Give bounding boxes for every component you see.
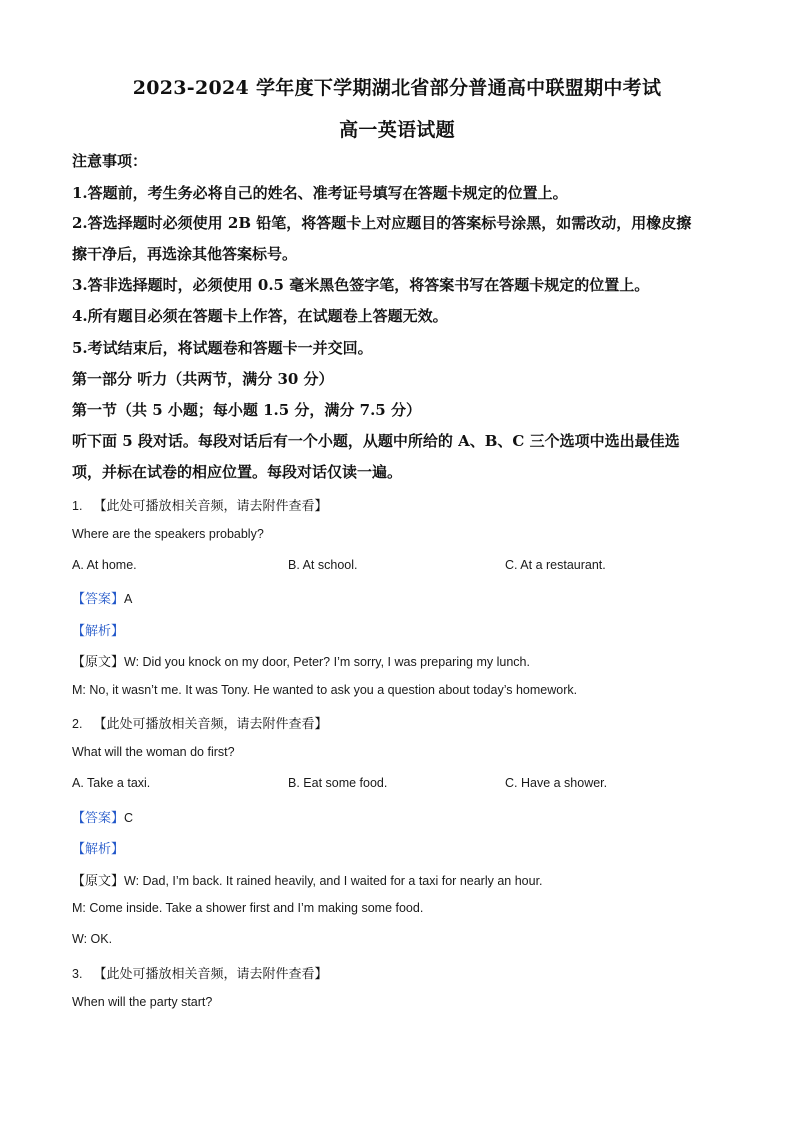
transcript-text: W: Did you knock on my door, Peter? I’m sorry, I was preparing my lunch. xyxy=(124,655,530,669)
option-c: C. At a restaurant. xyxy=(505,558,606,572)
option-b: B. At school. xyxy=(288,558,358,572)
answer-line xyxy=(72,807,133,826)
exam-title: 2023-2024 学年度下学期湖北省部分普通高中联盟期中考试 xyxy=(132,77,662,99)
note-item: 4.所有题目必须在答题卡上作答，在试题卷上答题无效。 xyxy=(72,307,448,325)
question-text: When will the party start? xyxy=(72,995,213,1009)
original-label: 【原文】 xyxy=(72,655,125,670)
audio-link[interactable]: 【此处可播放相关音频，请去附件查看】 xyxy=(93,967,328,982)
answer-value: A xyxy=(124,592,133,606)
transcript-line: M: Come inside. Take a shower first and I’m making some food. xyxy=(72,901,424,915)
question-number: 2. xyxy=(72,717,83,731)
note-item: 2.答选择题时必须使用 2B 铅笔，将答题卡上对应题目的答案标号涂黑，如需改动，用橡皮擦 xyxy=(72,214,692,232)
note-item: 1.答题前，考生务必将自己的姓名、准考证号填写在答题卡规定的位置上。 xyxy=(72,184,568,202)
question-header xyxy=(72,713,328,732)
original-label: 【原文】 xyxy=(72,874,125,889)
question-number: 1. xyxy=(72,499,83,513)
question-text: What will the woman do first? xyxy=(72,745,235,759)
section-instructions: 项，并标在试卷的相应位置。每段对话仅读一遍。 xyxy=(72,463,403,481)
option-a: A. At home. xyxy=(72,558,137,572)
section-instructions: 听下面 5 段对话。每段对话后有一个小题，从题中所给的 A、B、C 三个选项中选出最佳选 xyxy=(72,432,680,450)
answer-label: 【答案】 xyxy=(72,811,125,826)
transcript-line xyxy=(72,651,530,670)
option-b: B. Eat some food. xyxy=(288,776,388,790)
answer-line xyxy=(72,588,132,607)
exam-subtitle: 高一英语试题 xyxy=(339,119,455,141)
option-c: C. Have a shower. xyxy=(505,776,608,790)
analysis-label: 【解析】 xyxy=(72,842,125,857)
note-item: 擦干净后，再选涂其他答案标号。 xyxy=(72,245,298,263)
section-part-heading: 第一部分 听力（共两节，满分 30 分） xyxy=(72,370,334,388)
transcript-text: W: Dad, I’m back. It rained heavily, and I waited for a taxi for nearly an hour. xyxy=(124,874,543,888)
question-text: Where are the speakers probably? xyxy=(72,527,264,541)
answer-label: 【答案】 xyxy=(72,592,125,607)
analysis-label: 【解析】 xyxy=(72,624,125,639)
transcript-line: W: OK. xyxy=(72,932,113,946)
option-a: A. Take a taxi. xyxy=(72,776,151,790)
audio-link[interactable]: 【此处可播放相关音频，请去附件查看】 xyxy=(93,717,328,732)
transcript-line: M: No, it wasn’t me. It was Tony. He wanted to ask you a question about today’s homework. xyxy=(72,683,578,697)
audio-link[interactable]: 【此处可播放相关音频，请去附件查看】 xyxy=(93,499,328,514)
note-item: 3.答非选择题时，必须使用 0.5 毫米黑色签字笔，将答案书写在答题卡规定的位置上。 xyxy=(72,276,650,294)
transcript-line xyxy=(72,870,543,889)
question-header xyxy=(72,495,328,514)
answer-value: C xyxy=(124,811,134,825)
notes-heading: 注意事项： xyxy=(72,152,148,170)
section-sub-heading: 第一节（共 5 小题；每小题 1.5 分，满分 7.5 分） xyxy=(72,401,421,419)
question-header xyxy=(72,963,328,982)
note-item: 5.考试结束后，将试题卷和答题卡一并交回。 xyxy=(72,339,373,357)
question-number: 3. xyxy=(72,967,83,981)
